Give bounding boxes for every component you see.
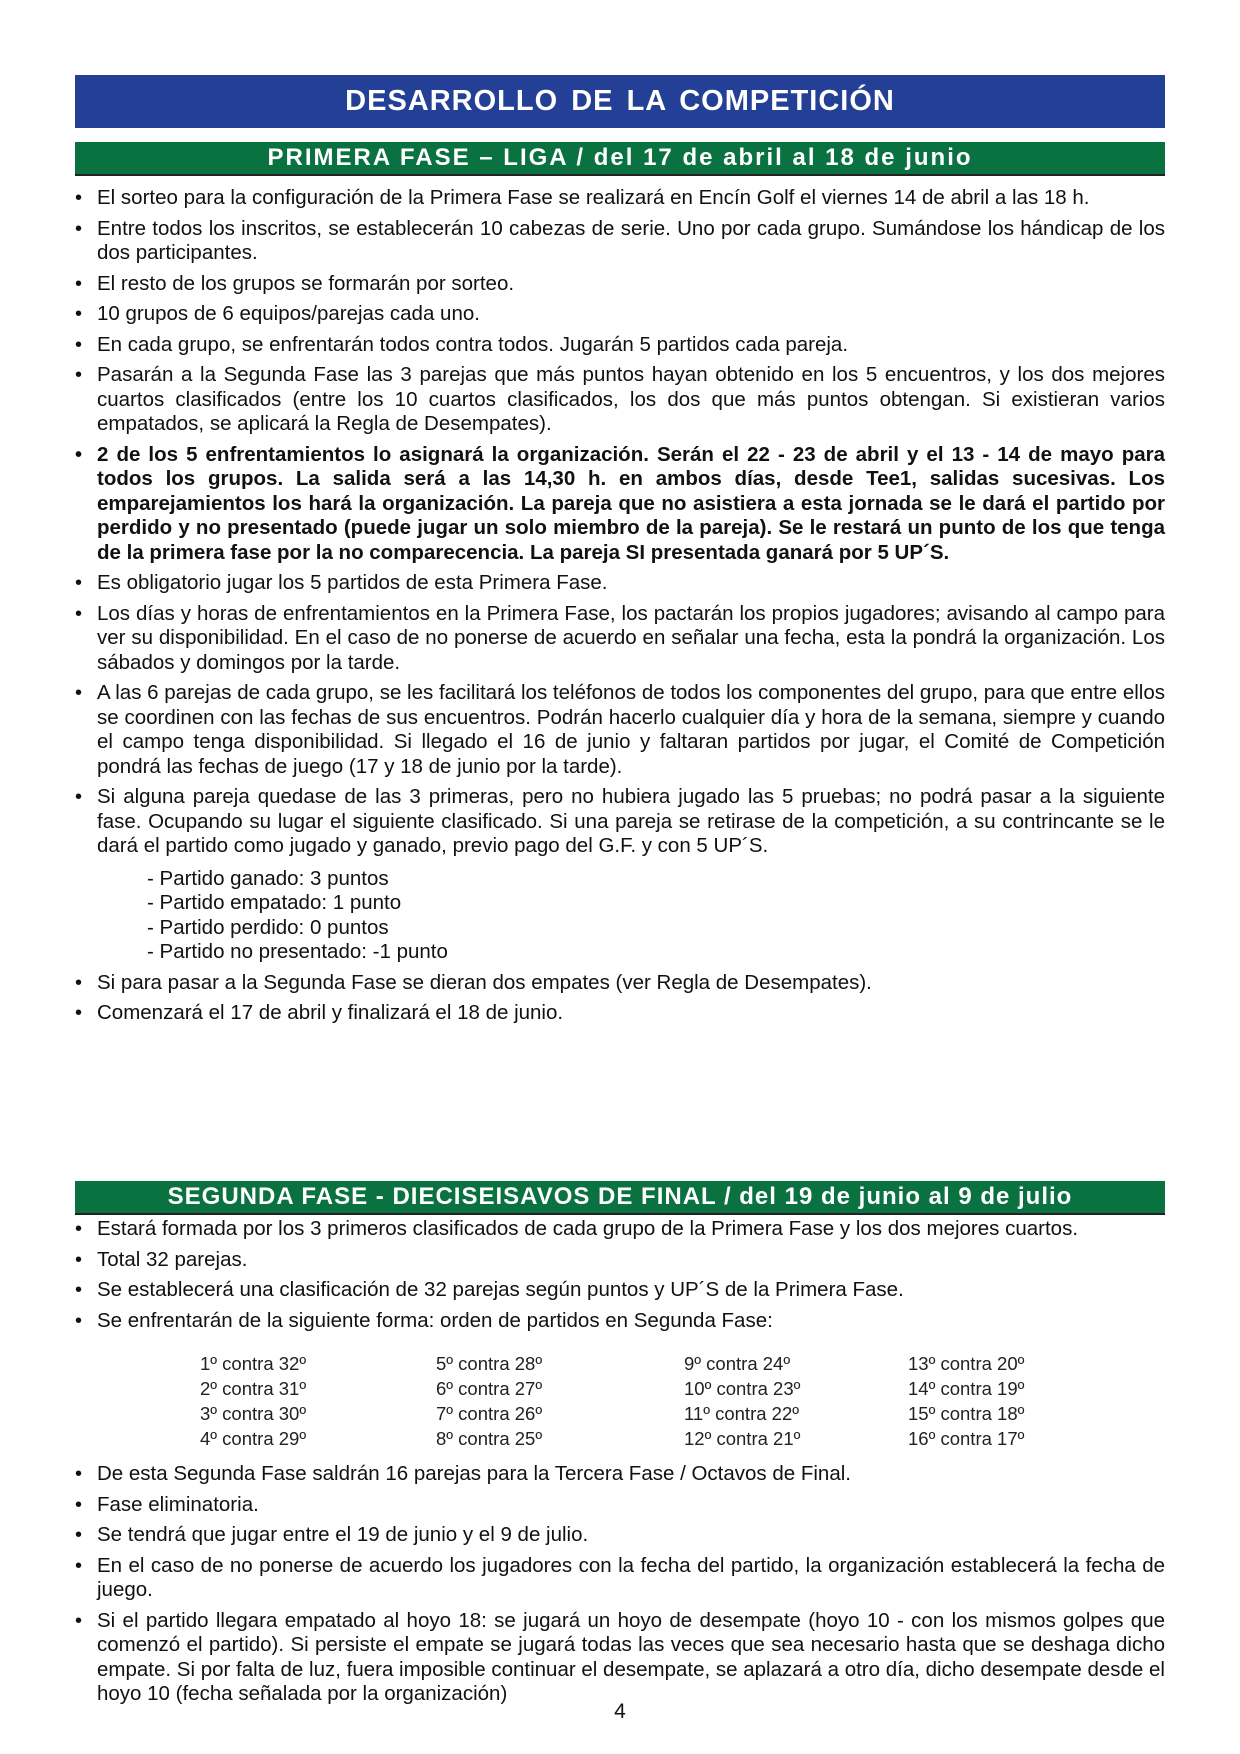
list-item: • Entre todos los inscritos, se establecerán 10 cabezas de serie. Uno por cada grupo. Sumándose los hándicap de los dos participantes.: [75, 217, 1165, 266]
pairing: 15º contra 18º: [908, 1403, 1025, 1424]
list-item: [75, 785, 1165, 965]
list-item: • Pasarán a la Segunda Fase las 3 parejas que más puntos hayan obtenido en los 5 encuentros, y los dos mejores cuartos clasificados (entre los 10 cuartos clasificados, los dos que más puntos obtengan. Si existieran varios empatados, se aplicará la Regla de Desempates).: [75, 363, 1165, 437]
pairing: 11º contra 22º: [684, 1403, 799, 1424]
list-item: • Total 32 parejas.: [75, 1248, 1165, 1273]
list-item: • Se establecerá una clasificación de 32 parejas según puntos y UP´S de la Primera Fase.: [75, 1278, 1165, 1303]
pairings-column: [436, 1351, 672, 1451]
points-item: - Partido empatado: 1 punto: [147, 891, 402, 914]
list-item: • Es obligatorio jugar los 5 partidos de esta Primera Fase.: [75, 571, 1165, 596]
main-title: DESARROLLO DE LA COMPETICIÓN: [75, 75, 1165, 128]
list-item: • Si el partido llegara empatado al hoyo 18: se jugará un hoyo de desempate (hoyo 10 - con los mismos golpes que comenzó el partido). Si persiste el empate se jugará todas las veces que sea necesario hasta que se deshaga dicho empate. Si por falta de luz, fuera imposible continuar el desempate, se aplazará a otro día, dicho desempate desde el hoyo 10 (fecha señalada por la organización): [75, 1609, 1165, 1707]
list-item: • Comenzará el 17 de abril y finalizará el 18 de junio.: [75, 1001, 1165, 1026]
list-item: • 10 grupos de 6 equipos/parejas cada uno.: [75, 302, 1165, 327]
list-item: • En cada grupo, se enfrentarán todos contra todos. Jugarán 5 partidos cada pareja.: [75, 333, 1165, 358]
pairings-column: [672, 1351, 908, 1451]
pairings-column: [908, 1351, 1120, 1451]
pairing: 1º contra 32º: [200, 1353, 307, 1374]
list-item: • En el caso de no ponerse de acuerdo los jugadores con la fecha del partido, la organización establecerá la fecha de juego.: [75, 1554, 1165, 1603]
points-item: - Partido no presentado: -1 punto: [147, 940, 448, 963]
list-item: • Se enfrentarán de la siguiente forma: orden de partidos en Segunda Fase:: [75, 1309, 1165, 1334]
list-item: • Los días y horas de enfrentamientos en la Primera Fase, los pactarán los propios jugadores; avisando al campo para ver su disponibilidad. En el caso de no ponerse de acuerdo en señalar una fecha, esta la pondrá la organización. Los sábados y domingos por la tarde.: [75, 602, 1165, 676]
pairing: 3º contra 30º: [200, 1403, 307, 1424]
points-item: - Partido perdido: 0 puntos: [147, 915, 389, 939]
list-item-text: Si alguna pareja quedase de las 3 primeras, pero no hubiera jugado las 5 pruebas; no podrá pasar a la siguiente fase. Ocupando su lugar el siguiente clasificado. Si una pareja se retirase de la competición, a su contrincante se le dará el partido como jugado y ganado, previo pago del G.F. y con 5 UP´S.: [97, 785, 1165, 857]
pairing: 13º contra 20º: [908, 1353, 1025, 1374]
list-item-bold: • 2 de los 5 enfrentamientos lo asignará la organización. Serán el 22 - 23 de abril y el 13 - 14 de mayo para todos los grupos. La salida será a las 14,30 h. en ambos días, desde Tee1, salidas sucesivas. Los emparejamientos los hará la organización. La pareja que no asistiera a esta jornada se le dará el partido por perdido y no presentado (puede jugar un solo miembro de la pareja). Se le restará un punto de los que tenga de la primera fase por la no comparecencia. La pareja SI presentada ganará por 5 UP´S.: [75, 443, 1165, 566]
phase2-title: SEGUNDA FASE - DIECISEISAVOS DE FINAL / del 19 de junio al 9 de julio: [75, 1181, 1165, 1215]
pairing: 9º contra 24º: [684, 1353, 791, 1374]
pairing: 12º contra 21º: [684, 1428, 801, 1449]
points-item: - Partido ganado: 3 puntos: [147, 866, 389, 890]
list-item: • Se tendrá que jugar entre el 19 de junio y el 9 de julio.: [75, 1523, 1165, 1548]
list-item: • El resto de los grupos se formarán por sorteo.: [75, 272, 1165, 297]
pairings-table: [200, 1351, 1120, 1451]
phase1-title: PRIMERA FASE – LIGA / del 17 de abril al 18 de junio: [75, 142, 1165, 176]
list-item: • De esta Segunda Fase saldrán 16 parejas para la Tercera Fase / Octavos de Final.: [75, 1462, 1165, 1487]
list-item: • A las 6 parejas de cada grupo, se les facilitará los teléfonos de todos los componentes del grupo, para que entre ellos se coordinen con las fechas de sus encuentros. Podrán hacerlo cualquier día y hora de la semana, siempre y cuando el campo tenga disponibilidad. Si llegado el 16 de junio y faltaran partidos por jugar, el Comité de Competición pondrá las fechas de juego (17 y 18 de junio por la tarde).: [75, 681, 1165, 779]
pairing: 8º contra 25º: [436, 1428, 543, 1449]
pairings-column: [200, 1351, 436, 1451]
list-item: • Estará formada por los 3 primeros clasificados de cada grupo de la Primera Fase y los dos mejores cuartos.: [75, 1217, 1165, 1242]
list-item: • Si para pasar a la Segunda Fase se dieran dos empates (ver Regla de Desempates).: [75, 971, 1165, 996]
pairing: 16º contra 17º: [908, 1428, 1025, 1449]
pairing: 5º contra 28º: [436, 1353, 543, 1374]
pairing: 14º contra 19º: [908, 1378, 1025, 1399]
list-item: • Fase eliminatoria.: [75, 1493, 1165, 1518]
pairing: 2º contra 31º: [200, 1378, 307, 1399]
phase1-bullet-list: [75, 186, 1165, 1032]
list-item: • El sorteo para la configuración de la Primera Fase se realizará en Encín Golf el viernes 14 de abril a las 18 h.: [75, 186, 1165, 211]
page-number: 4: [614, 1700, 626, 1723]
pairing: 6º contra 27º: [436, 1378, 543, 1399]
phase2-bullet-list-b: [75, 1462, 1165, 1713]
phase2-bullet-list-a: [75, 1217, 1165, 1339]
pairing: 7º contra 26º: [436, 1403, 543, 1424]
points-list: [97, 867, 1165, 965]
pairing: 4º contra 29º: [200, 1428, 307, 1449]
pairing: 10º contra 23º: [684, 1378, 801, 1399]
